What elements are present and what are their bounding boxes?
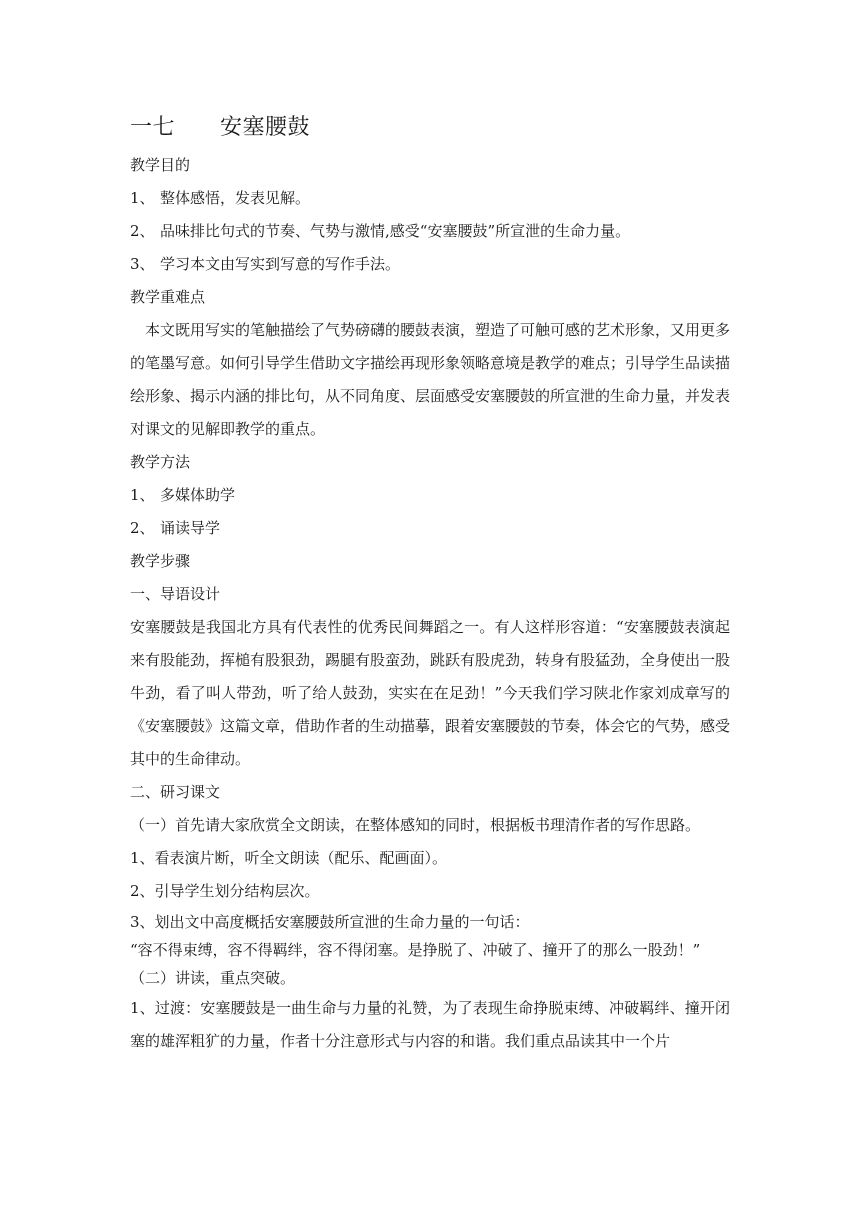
list-text: 多媒体助学 bbox=[160, 486, 236, 504]
step-heading bbox=[130, 578, 730, 611]
document-title: 一七 安塞腰鼓 bbox=[130, 115, 311, 140]
objectives-heading: 教学目的 bbox=[130, 156, 191, 174]
transition-paragraph: 1、过渡：安塞腰鼓是一曲生命与力量的礼赞，为了表现生命挣脱束缚、冲破羁绊、撞开闭塞的雄浑粗犷的力量，作者十分注意形式与内容的和谐。我们重点品读其中一个片 bbox=[130, 999, 730, 1050]
list-number: 2、 bbox=[130, 222, 155, 240]
objective-item bbox=[130, 248, 730, 281]
key-points-paragraph: 本文既用写实的笔触描绘了气势磅礴的腰鼓表演，塑造了可触可感的艺术形象，又用更多的笔墨写意。如何引导学生借助文字描绘再现形象领略意境是教学的难点；引导学生品读描绘形象、揭示内涵的排比句，从不同角度、层面感受安塞腰鼓的所宣泄的生命力量，并发表对课文的见解即教学的重点。 bbox=[130, 321, 731, 438]
intro-paragraph: 安塞腰鼓是我国北方具有代表性的优秀民间舞蹈之一。有人这样形容道：“安塞腰鼓表演起来有股能劲，挥槌有股狠劲，踢腿有股蛮劲，跳跃有股虎劲，转身有股猛劲，全身使出一股牛劲，看了叫人带劲，听了给人鼓劲，实实在在足劲！”今天我们学习陕北作家刘成章写的《安塞腰鼓》这篇文章，借助作者的生动描摹，跟着安塞腰鼓的节奏，体会它的气势，感受其中的生命律动。 bbox=[130, 618, 731, 768]
objective-item bbox=[130, 215, 730, 248]
list-item: 3、划出文中高度概括安塞腰鼓所宣泄的生命力量的一句话： bbox=[130, 913, 530, 931]
sub-section-heading: （一）首先请大家欣赏全文朗读，在整体感知的同时，根据板书理清作者的写作思路。 bbox=[130, 816, 701, 834]
method-item bbox=[130, 512, 730, 545]
list-number: 1、 bbox=[130, 189, 155, 207]
list-item: 1、看表演片断，听全文朗读（配乐、配画面）。 bbox=[130, 849, 448, 867]
methods-heading: 教学方法 bbox=[130, 453, 191, 471]
sub-section-heading: （二）讲读，重点突破。 bbox=[130, 969, 296, 987]
list-text: 学习本文由写实到写意的写作手法。 bbox=[160, 255, 401, 273]
list-text: 品味排比句式的节奏、气势与激情,感受“安塞腰鼓”所宣泄的生命力量。 bbox=[160, 222, 631, 240]
list-number: 一、 bbox=[130, 585, 161, 603]
method-item bbox=[130, 479, 730, 512]
document-body bbox=[130, 110, 730, 1058]
list-number: 2、 bbox=[130, 519, 155, 537]
list-text: 整体感悟，发表见解。 bbox=[160, 189, 311, 207]
key-points-heading: 教学重难点 bbox=[130, 288, 206, 306]
steps-heading: 教学步骤 bbox=[130, 552, 191, 570]
list-text: 诵读导学 bbox=[160, 519, 221, 537]
step-heading bbox=[130, 776, 730, 809]
list-number: 1、 bbox=[130, 486, 155, 504]
objective-item bbox=[130, 182, 730, 215]
list-number: 3、 bbox=[130, 255, 155, 273]
list-number: 二、 bbox=[130, 783, 161, 801]
list-text: 导语设计 bbox=[160, 585, 221, 603]
quote-line: “容不得束缚，容不得羁绊，容不得闭塞。是挣脱了、冲破了、撞开了的那么一股劲！” bbox=[130, 941, 701, 959]
list-item: 2、引导学生划分结构层次。 bbox=[130, 882, 320, 900]
list-text: 研习课文 bbox=[160, 783, 221, 801]
